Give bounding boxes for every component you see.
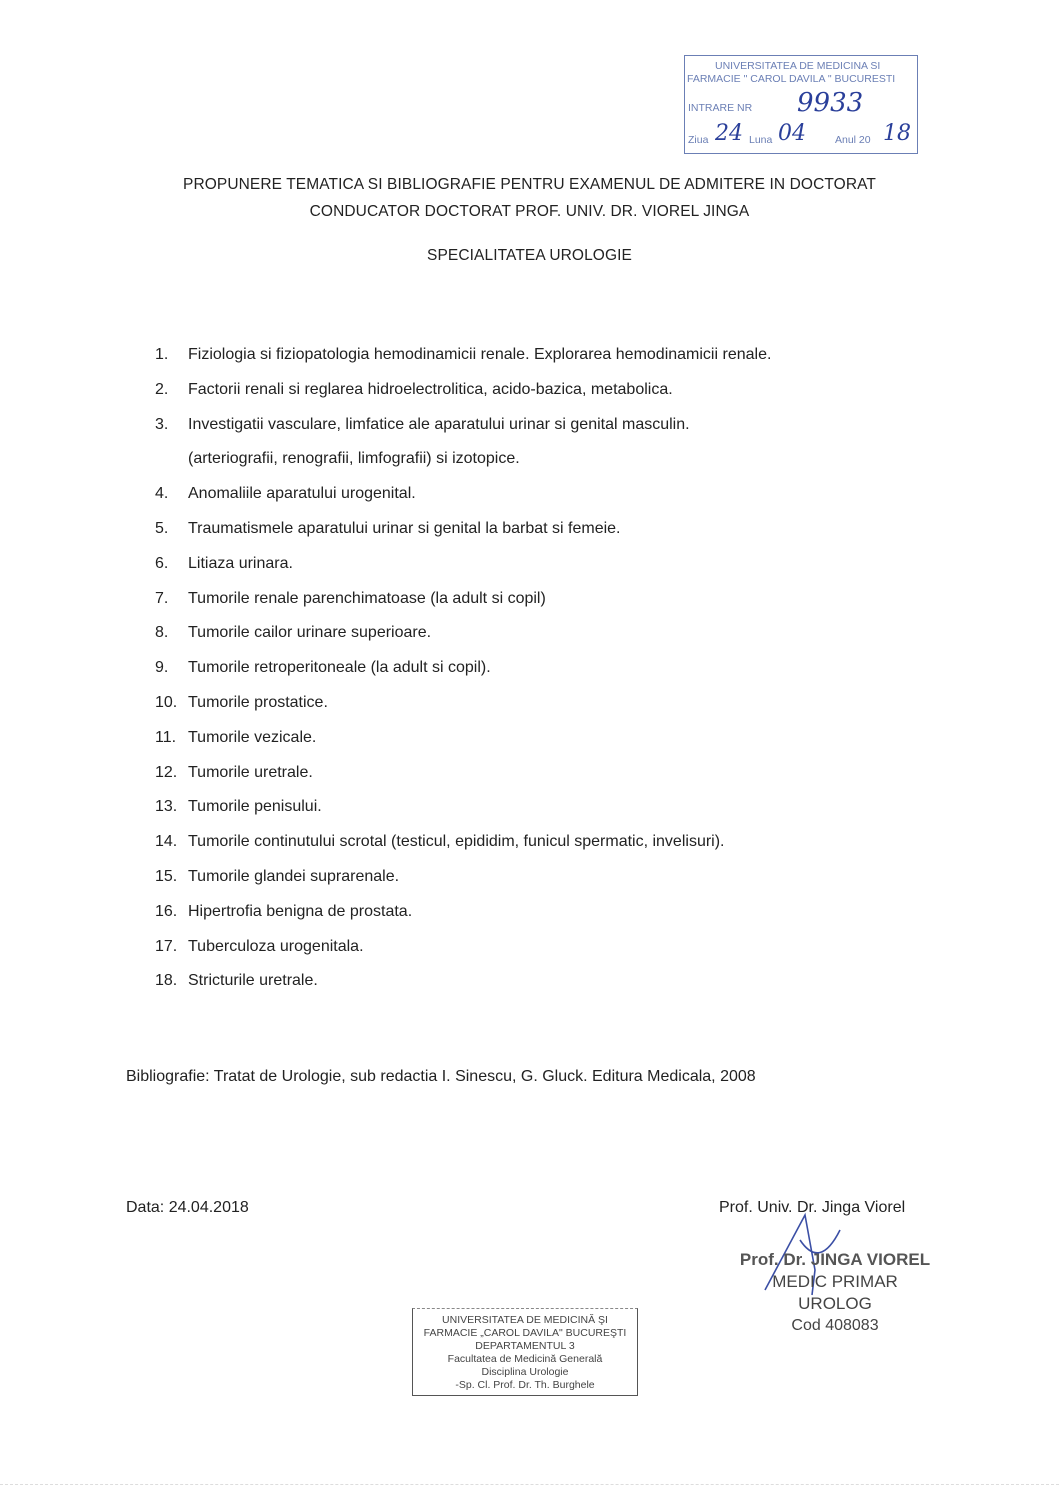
topic-text: Stricturile uretrale.: [188, 972, 318, 990]
stamp-day-label: Ziua: [688, 134, 709, 146]
stamp-month-label: Luna: [749, 134, 773, 146]
topic-item: [155, 686, 771, 721]
topic-text: Tumorile glandei suprarenale.: [188, 867, 400, 885]
dept-stamp-line: Disciplina Urologie: [481, 1366, 569, 1378]
topic-number: 1.: [155, 346, 169, 363]
bibliography: Bibliografie: Tratat de Urologie, sub redactia I. Sinescu, G. Gluck. Editura Medicala, 2008: [126, 1068, 756, 1085]
topic-item: [155, 930, 771, 965]
topic-text: Tumorile uretrale.: [188, 763, 313, 781]
topic-item: [155, 860, 771, 895]
stamp-line: UNIVERSITATEA DE MEDICINA SI: [715, 60, 881, 72]
topic-number: 2.: [155, 380, 169, 398]
topic-text: Investigatii vasculare, limfatice ale aparatului urinar si genital masculin.: [188, 415, 690, 433]
topic-number: 18.: [155, 972, 178, 990]
scan-edge: [0, 1484, 1059, 1485]
topic-number: 13.: [155, 798, 178, 816]
topic-text: Anomaliile aparatului urogenital.: [188, 485, 416, 503]
topics-list: [155, 338, 771, 999]
topic-item: [155, 512, 771, 547]
topic-number: 16.: [155, 902, 178, 920]
department-stamp: [412, 1308, 638, 1396]
topic-text: Hipertrofia benigna de prostata.: [188, 902, 413, 920]
topic-text: Tumorile retroperitoneale (la adult si copil).: [188, 659, 491, 677]
topic-number: 10.: [155, 693, 178, 711]
topic-item: [155, 964, 771, 999]
topic-text: Tumorile cailor urinare superioare.: [188, 624, 432, 642]
topic-text: Fiziologia si fiziopatologia hemodinamicii renale. Explorarea hemodinamicii renale.: [188, 346, 772, 363]
day-handwritten: 24: [715, 121, 743, 146]
topic-text: Tumorile continutului scrotal (testicul, epididim, funicul spermatic, invelisuri).: [188, 833, 725, 851]
document-date: Data: 24.04.2018: [126, 1199, 249, 1216]
topic-item: [155, 895, 771, 930]
topic-item: [155, 616, 771, 651]
topic-item: [155, 373, 771, 408]
topic-number: 8.: [155, 624, 169, 642]
topic-number: 9.: [155, 659, 169, 677]
signature-stamp: [735, 1222, 935, 1337]
topic-item: [155, 547, 771, 582]
dept-stamp-line: -Sp. Cl. Prof. Dr. Th. Burghele: [455, 1379, 595, 1391]
dept-stamp-line: Facultatea de Medicină Generală: [447, 1353, 603, 1365]
document-subtitle: CONDUCATOR DOCTORAT PROF. UNIV. DR. VIOREL JINGA: [309, 203, 750, 220]
dept-stamp-line: FARMACIE „CAROL DAVILA" BUCUREŞTI: [423, 1327, 627, 1339]
specialty-heading: SPECIALITATEA UROLOGIE: [427, 247, 632, 264]
topic-item: [155, 721, 771, 756]
topic-item: [155, 790, 771, 825]
topic-number: 3.: [155, 415, 169, 433]
topic-number: 5.: [155, 519, 169, 537]
topic-number: 7.: [155, 589, 169, 607]
stamp-line: FARMACIE " CAROL DAVILA " BUCURESTI: [687, 73, 896, 85]
topic-text: Tuberculoza urogenitala.: [188, 937, 364, 955]
topic-text: Traumatismele aparatului urinar si genital la barbat si femeie.: [188, 519, 621, 537]
registration-stamp: [684, 55, 918, 154]
topic-text: Factorii renali si reglarea hidroelectrolitica, acido-bazica, metabolica.: [188, 380, 673, 398]
topic-item: [155, 477, 771, 512]
signatory-name: Prof. Univ. Dr. Jinga Viorel: [719, 1199, 906, 1216]
stamp-entry-label: INTRARE NR: [688, 102, 753, 114]
topic-text: Litiaza urinara.: [188, 554, 293, 572]
topic-item: [155, 651, 771, 686]
month-handwritten: 04: [778, 121, 806, 146]
topic-number: 15.: [155, 867, 178, 885]
topic-text: Tumorile prostatice.: [188, 693, 328, 711]
topic-item: [155, 338, 771, 373]
year-handwritten: 18: [883, 121, 911, 146]
topic-number: 4.: [155, 485, 169, 503]
topic-number: 6.: [155, 554, 169, 572]
topic-item: [155, 582, 771, 617]
topic-text: Tumorile penisului.: [188, 798, 322, 816]
dept-stamp-line: UNIVERSITATEA DE MEDICINĂ ŞI: [442, 1314, 608, 1326]
document-title: PROPUNERE TEMATICA SI BIBLIOGRAFIE PENTRU EXAMENUL DE ADMITERE IN DOCTORAT: [183, 176, 876, 193]
entry-number-handwritten: 9933: [797, 88, 864, 118]
topic-item: [155, 408, 771, 443]
sig-stamp-line: Prof. Dr. JINGA VIOREL: [739, 1250, 931, 1269]
topic-number: 14.: [155, 833, 178, 851]
topic-number: 12.: [155, 763, 178, 781]
sig-stamp-line: Cod 408083: [791, 1317, 879, 1334]
topic-text: Tumorile renale parenchimatoase (la adult si copil): [188, 589, 546, 607]
topic-text: Tumorile vezicale.: [188, 728, 317, 746]
topic-item: [155, 825, 771, 860]
topic-continuation: (arteriografii, renografii, limfografii) si izotopice.: [188, 450, 520, 468]
dept-stamp-line: DEPARTAMENTUL 3: [475, 1340, 575, 1352]
sig-stamp-line: MEDIC PRIMAR UROLOG: [772, 1272, 898, 1313]
stamp-year-label: Anul 20: [835, 134, 871, 146]
topic-number: 17.: [155, 937, 178, 955]
topic-number: 11.: [155, 728, 177, 746]
topic-item: [155, 756, 771, 791]
